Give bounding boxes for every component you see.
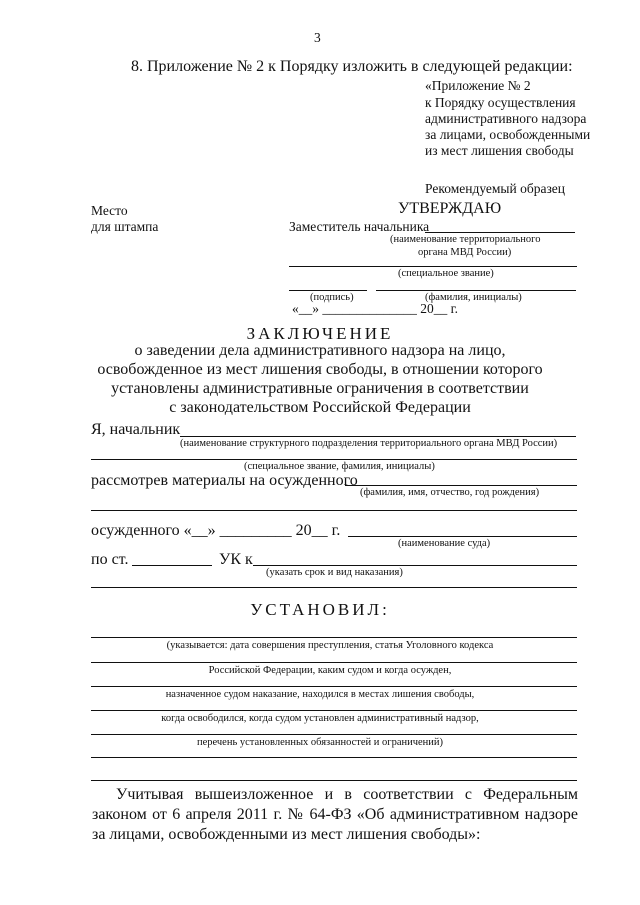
article-line[interactable] — [132, 565, 212, 566]
fio-continuation-line[interactable] — [91, 510, 577, 511]
i-chief-label: Я, начальник — [91, 421, 181, 438]
hint-territorial: (наименование территориального — [390, 234, 541, 245]
established-line[interactable] — [91, 637, 577, 638]
signature-line — [289, 290, 367, 291]
name-line — [376, 290, 576, 291]
appendix-line: административного надзора — [425, 111, 587, 126]
established-hint: (указывается: дата совершения преступления, статья Уголовного кодекса — [166, 640, 494, 651]
established-hint: Российской Федерации, каким судом и когда осужден, — [208, 665, 452, 676]
established-hint: перечень установленных обязанностей и ограничений) — [196, 737, 444, 748]
established-line[interactable] — [91, 686, 577, 687]
hint-sentence: (указать срок и вид наказания) — [266, 567, 403, 578]
approve-heading: УТВЕРЖДАЮ — [398, 200, 502, 217]
stamp-label: Место — [91, 203, 128, 218]
reviewed-label: рассмотрев материалы на осужденного — [91, 472, 358, 489]
established-line[interactable] — [91, 710, 577, 711]
subtitle-line: с законодательством Российской Федерации — [169, 399, 471, 416]
established-line[interactable] — [91, 757, 577, 758]
closing-paragraph: Учитывая вышеизложенное и в соответствии с Федеральным законом от 6 апреля 2011 г. № 64-ФЗ «Об административном надзоре за лицами, освобожденными из мест лишения свободы»: — [92, 786, 578, 843]
hint-signature: (подпись) — [310, 292, 354, 303]
deputy-line — [425, 232, 575, 233]
approval-date: «__» ______________ 20__ г. — [292, 301, 459, 316]
hint-rank-name: (специальное звание, фамилия, инициалы) — [244, 461, 435, 472]
deputy-label: Заместитель начальника — [289, 219, 430, 234]
convicted-label: осужденного «__» _________ 20__ г. — [91, 522, 341, 539]
appendix-line: к Порядку осуществления — [425, 95, 576, 110]
established-heading: УСТАНОВИЛ: — [250, 600, 390, 619]
reviewed-line[interactable] — [345, 485, 577, 486]
hint-subdivision: (наименование структурного подразделения территориального органа МВД России) — [180, 438, 558, 449]
established-hint: назначенное судом наказание, находился в местах лишения свободы, — [165, 689, 475, 700]
hint-name: (фамилия, инициалы) — [425, 292, 522, 303]
item-8-heading: 8. Приложение № 2 к Порядку изложить в следующей редакции: — [131, 58, 573, 75]
hint-court: (наименование суда) — [398, 538, 491, 549]
page-number: 3 — [314, 30, 321, 45]
document-title: ЗАКЛЮЧЕНИЕ — [246, 324, 394, 343]
established-line[interactable] — [91, 662, 577, 663]
criminal-code-label: УК к — [219, 551, 253, 568]
rank-name-line[interactable] — [91, 459, 577, 460]
subtitle-line: о заведении дела административного надзора на лицо, — [134, 342, 506, 359]
rank-line — [289, 266, 577, 267]
sentence-continuation-line[interactable] — [91, 587, 577, 588]
appendix-line: за лицами, освобожденными — [425, 127, 591, 142]
established-line[interactable] — [91, 734, 577, 735]
subtitle-line: освобожденное из мест лишения свободы, в отношении которого — [97, 361, 543, 378]
subtitle-line: установлены административные ограничения в соответствии — [111, 380, 529, 397]
established-line[interactable] — [91, 780, 577, 781]
established-hint: когда освободился, когда судом установлен административный надзор, — [161, 713, 479, 724]
stamp-label: для штампа — [91, 219, 159, 234]
hint-territorial: органа МВД России) — [418, 247, 512, 258]
sentence-line[interactable] — [253, 565, 577, 566]
appendix-line: из мест лишения свободы — [425, 143, 574, 158]
court-line[interactable] — [348, 536, 577, 537]
appendix-line: «Приложение № 2 — [425, 78, 531, 93]
hint-fio: (фамилия, имя, отчество, год рождения) — [360, 487, 540, 498]
article-label: по ст. — [91, 551, 129, 568]
hint-rank: (специальное звание) — [398, 268, 494, 279]
chief-line[interactable] — [180, 436, 576, 437]
recommended-sample: Рекомендуемый образец — [425, 181, 566, 196]
